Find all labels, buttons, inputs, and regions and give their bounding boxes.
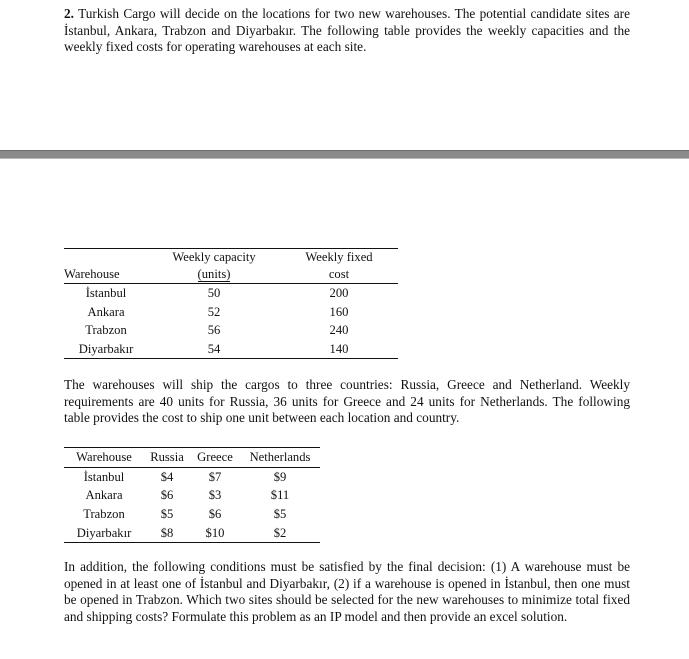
- table-row: Trabzon $5 $6 $5: [83, 507, 287, 522]
- problem-intro: [64, 6, 630, 56]
- capacity-cost-table: [64, 248, 398, 359]
- table-row: Trabzon 56 240: [85, 323, 349, 338]
- table-row: Diyarbakır 54 140: [64, 340, 398, 359]
- requirements-paragraph: The warehouses will ship the cargos to three countries: Russia, Greece and Netherland. Weekly requirements are 40 units for Russia, 36 units for Greece and 24 units for Netherlands. The following table provides the cost to ship one unit between each location and country.: [64, 377, 630, 425]
- section-divider: [0, 150, 689, 159]
- table-row: Ankara 52 160: [87, 304, 349, 319]
- problem-intro-text: Turkish Cargo will decide on the locations for two new warehouses. The potential candidate sites are İstanbul, Ankara, Trabzon and Diyarbakır. The following table provides the weekly capacities and the weekly fixed costs for operating warehouses at each site.: [64, 6, 630, 54]
- table-row: Ankara $6 $3 $11: [85, 488, 290, 503]
- problem-number: 2.: [64, 6, 74, 21]
- warehouse-header: Warehouse: [64, 448, 144, 468]
- capacity-header-line1: Weekly capacity: [148, 249, 280, 267]
- capacity-header-line2: (units): [197, 267, 231, 281]
- table-row: Diyarbakır $8 $10 $2: [64, 523, 320, 542]
- fixed-cost-header-line1: Weekly fixed: [280, 249, 398, 267]
- netherlands-header: Netherlands: [240, 448, 320, 468]
- warehouse-header: Warehouse: [64, 266, 148, 284]
- table-row: İstanbul 50 200: [85, 286, 349, 301]
- conditions-paragraph: In addition, the following conditions must be satisfied by the final decision: (1) A warehouse must be opened in at least one of İstanbul and Diyarbakır, (2) if a warehouse is opened in İstanbul, then one must be opened in Trabzon. Which two sites should be selected for the new warehouses to minimize total fixed and shipping costs? Formulate this problem as an IP model and then provide an excel solution.: [64, 559, 630, 624]
- table-row: İstanbul $4 $7 $9: [83, 469, 287, 484]
- greece-header: Greece: [190, 448, 240, 468]
- shipping-cost-table: [64, 447, 320, 543]
- russia-header: Russia: [144, 448, 190, 468]
- fixed-cost-header-line2: cost: [280, 266, 398, 284]
